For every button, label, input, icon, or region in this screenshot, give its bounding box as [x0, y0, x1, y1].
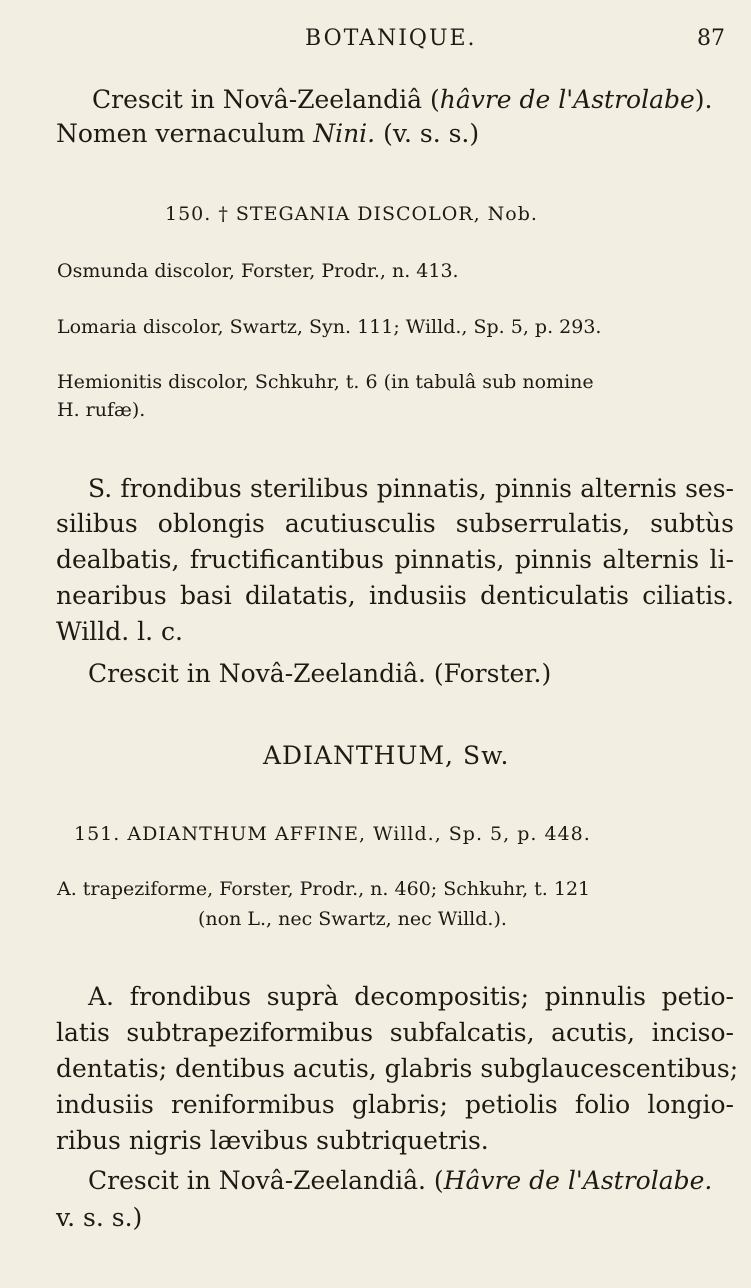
- description-line: S. frondibus sterilibus pinnatis, pinnis alternis ses-: [88, 474, 734, 503]
- page-number: 87: [697, 26, 725, 51]
- description-line: Willd. l. c.: [56, 617, 183, 646]
- description-line: silibus oblongis acutiusculis subserrulatis, subtùs: [56, 509, 734, 538]
- vernacular-name-line: Nomen vernaculum Nini. (v. s. s.): [56, 119, 480, 148]
- synonym-line: H. rufæ).: [57, 399, 146, 421]
- locality-line: Crescit in Novâ-Zeelandiâ (hâvre de l'Astrolabe).: [92, 85, 713, 114]
- synonym-line: Osmunda discolor, Forster, Prodr., n. 413.: [57, 260, 459, 282]
- description-line: ribus nigris lævibus subtriquetris.: [56, 1126, 489, 1155]
- species-heading: 151. ADIANTHUM AFFINE, Willd., Sp. 5, p. 448.: [74, 823, 591, 845]
- description-line: nearibus basi dilatatis, indusiis denticulatis ciliatis.: [56, 581, 734, 610]
- description-line: dentatis; dentibus acutis, glabris subglaucescentibus;: [56, 1054, 739, 1083]
- description-line: dealbatis, fructificantibus pinnatis, pinnis alternis li-: [56, 545, 734, 574]
- running-header: BOTANIQUE.: [305, 26, 477, 51]
- locality-line: Crescit in Novâ-Zeelandiâ. (Forster.): [88, 659, 552, 688]
- synonym-line: A. trapeziforme, Forster, Prodr., n. 460; Schkuhr, t. 121: [57, 878, 591, 900]
- synonym-line: Hemionitis discolor, Schkuhr, t. 6 (in tabulâ sub nomine: [57, 371, 594, 393]
- locality-line-continued: v. s. s.): [56, 1203, 143, 1232]
- synonym-line: (non L., nec Swartz, nec Willd.).: [198, 908, 507, 930]
- description-line: indusiis reniformibus glabris; petiolis folio longio-: [56, 1090, 734, 1119]
- description-line: A. frondibus suprà decompositis; pinnulis petio-: [88, 982, 734, 1011]
- species-heading: 150. † STEGANIA DISCOLOR, Nob.: [165, 203, 538, 225]
- genus-heading: ADIANTHUM, Sw.: [263, 741, 510, 770]
- synonym-line: Lomaria discolor, Swartz, Syn. 111; Willd., Sp. 5, p. 293.: [57, 316, 602, 338]
- locality-line: Crescit in Novâ-Zeelandiâ. (Hâvre de l'Astrolabe.: [88, 1166, 713, 1195]
- description-line: latis subtrapeziformibus subfalcatis, acutis, inciso-: [56, 1018, 734, 1047]
